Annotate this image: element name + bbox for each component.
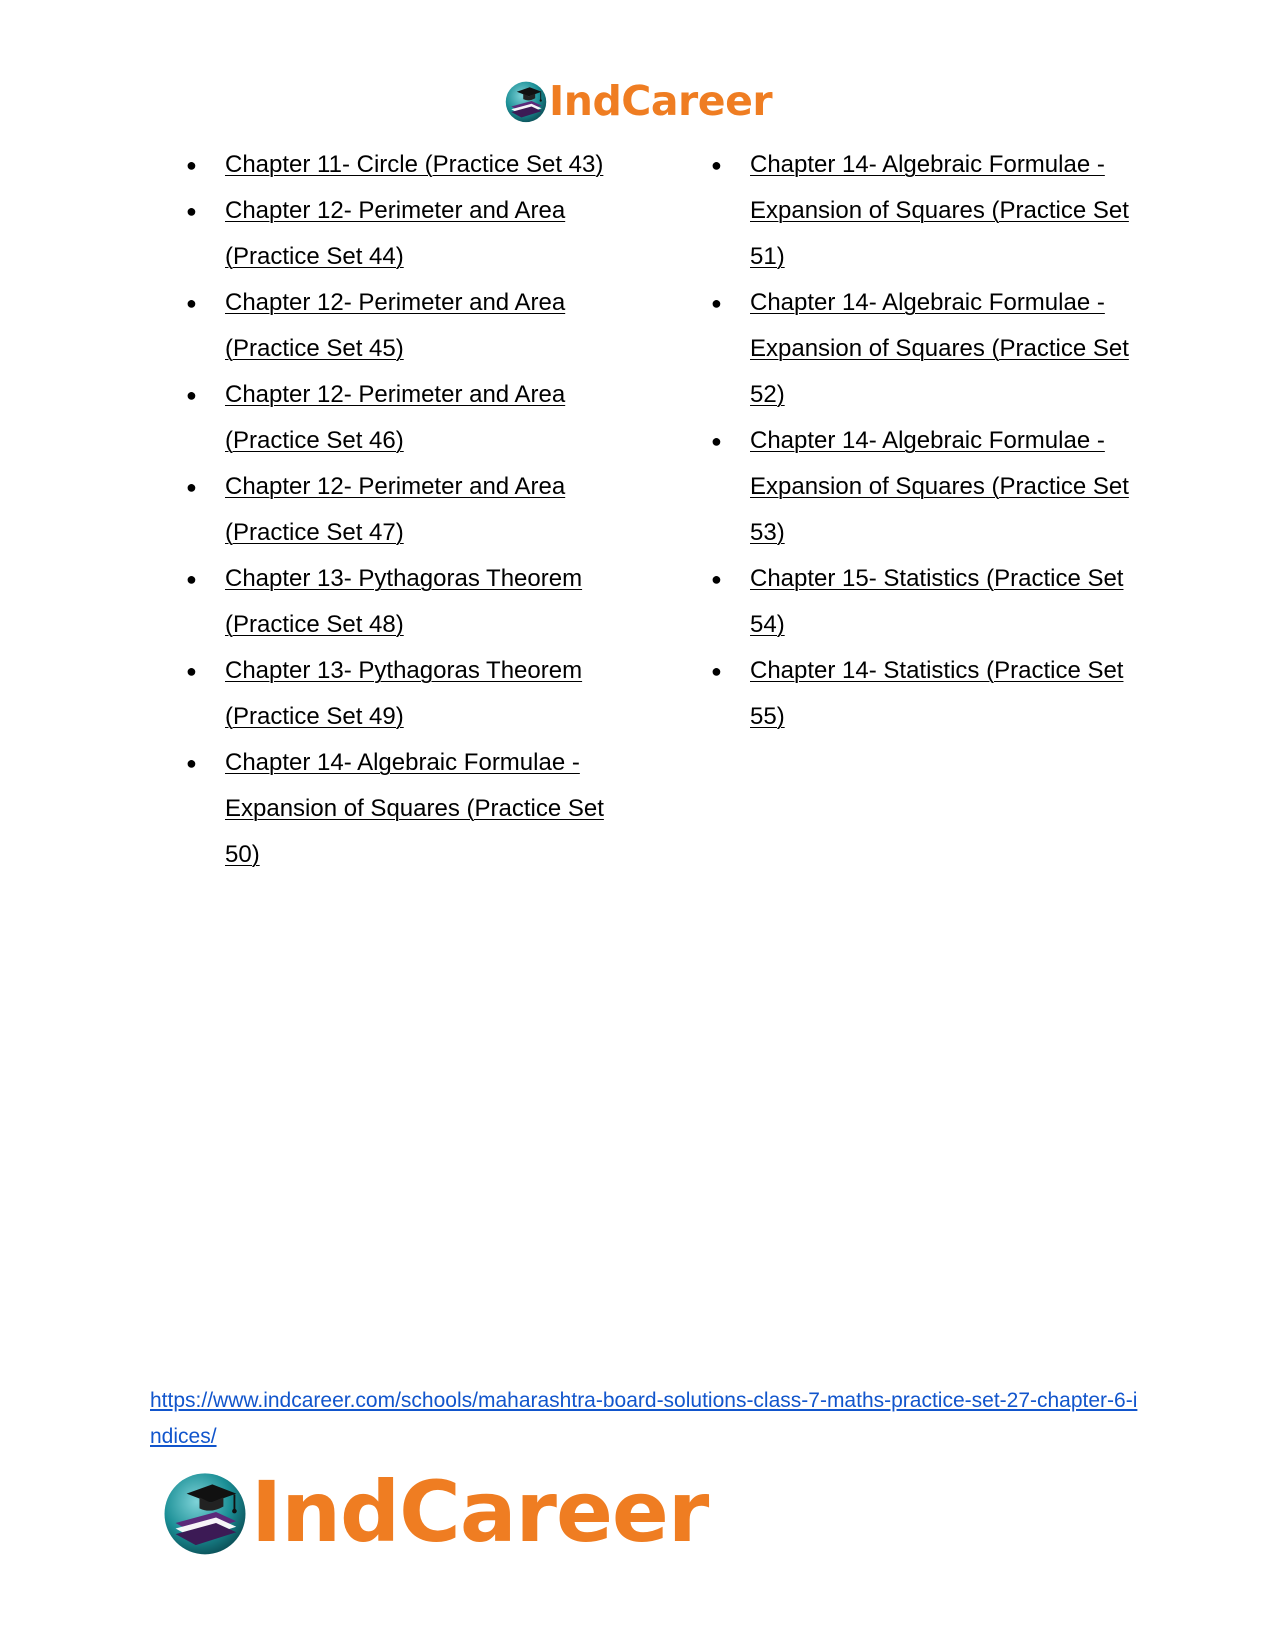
bullet-icon: ● <box>711 431 722 451</box>
footer-logo-text: IndCareer <box>251 1463 709 1561</box>
graduation-cap-books-globe-icon <box>503 78 549 124</box>
right-chapter-list <box>711 142 1131 740</box>
chapter-link[interactable]: Chapter 15- Statistics (Practice Set 54) <box>750 565 1124 638</box>
bullet-icon: ● <box>186 385 197 405</box>
header-logo-text: IndCareer <box>549 77 773 125</box>
graduation-cap-books-globe-icon <box>159 1466 251 1558</box>
bullet-icon: ● <box>186 661 197 681</box>
chapter-link[interactable]: Chapter 12- Perimeter and Area (Practice Set 44) <box>225 197 566 270</box>
bullet-icon: ● <box>186 753 197 773</box>
footer-logo <box>159 1463 709 1561</box>
header-logo <box>503 78 772 124</box>
footer-url <box>150 1383 1140 1455</box>
chapter-list-item <box>186 280 616 372</box>
bullet-icon: ● <box>186 293 197 313</box>
chapter-list-item <box>711 648 1131 740</box>
bullet-icon: ● <box>711 569 722 589</box>
chapter-list-item <box>186 648 616 740</box>
chapter-link[interactable]: Chapter 12- Perimeter and Area (Practice Set 45) <box>225 289 566 362</box>
chapter-link[interactable]: Chapter 13- Pythagoras Theorem (Practice Set 48) <box>225 565 583 638</box>
chapter-list-item <box>186 372 616 464</box>
chapter-list-item <box>186 464 616 556</box>
chapter-list-item <box>186 556 616 648</box>
bullet-icon: ● <box>711 155 722 175</box>
bullet-icon: ● <box>186 569 197 589</box>
chapter-link[interactable]: Chapter 14- Algebraic Formulae - Expansion of Squares (Practice Set 50) <box>225 749 604 868</box>
bullet-icon: ● <box>186 201 197 221</box>
chapter-list-item <box>711 280 1131 418</box>
bullet-icon: ● <box>711 293 722 313</box>
chapter-link[interactable]: Chapter 14- Statistics (Practice Set 55) <box>750 657 1124 730</box>
chapter-list-item <box>711 418 1131 556</box>
bullet-icon: ● <box>711 661 722 681</box>
chapter-list-item <box>711 556 1131 648</box>
chapter-link[interactable]: Chapter 14- Algebraic Formulae - Expansion of Squares (Practice Set 51) <box>750 151 1129 270</box>
chapter-list-item <box>186 740 616 878</box>
chapter-link[interactable]: Chapter 14- Algebraic Formulae - Expansion of Squares (Practice Set 52) <box>750 289 1129 408</box>
chapter-list-item <box>186 142 616 188</box>
bullet-icon: ● <box>186 477 197 497</box>
chapter-link[interactable]: Chapter 13- Pythagoras Theorem (Practice Set 49) <box>225 657 583 730</box>
chapter-link[interactable]: Chapter 14- Algebraic Formulae - Expansion of Squares (Practice Set 53) <box>750 427 1129 546</box>
chapter-link[interactable]: Chapter 12- Perimeter and Area (Practice Set 47) <box>225 473 566 546</box>
chapter-link[interactable]: Chapter 11- Circle (Practice Set 43) <box>225 151 604 178</box>
bullet-icon: ● <box>186 155 197 175</box>
chapter-list-item <box>186 188 616 280</box>
footer-url-link[interactable]: https://www.indcareer.com/schools/maharashtra-board-solutions-class-7-maths-practice-set-27-chapter-6-indices/ <box>150 1389 1138 1448</box>
left-chapter-list <box>186 142 616 878</box>
chapter-list-item <box>711 142 1131 280</box>
chapter-link[interactable]: Chapter 12- Perimeter and Area (Practice Set 46) <box>225 381 566 454</box>
